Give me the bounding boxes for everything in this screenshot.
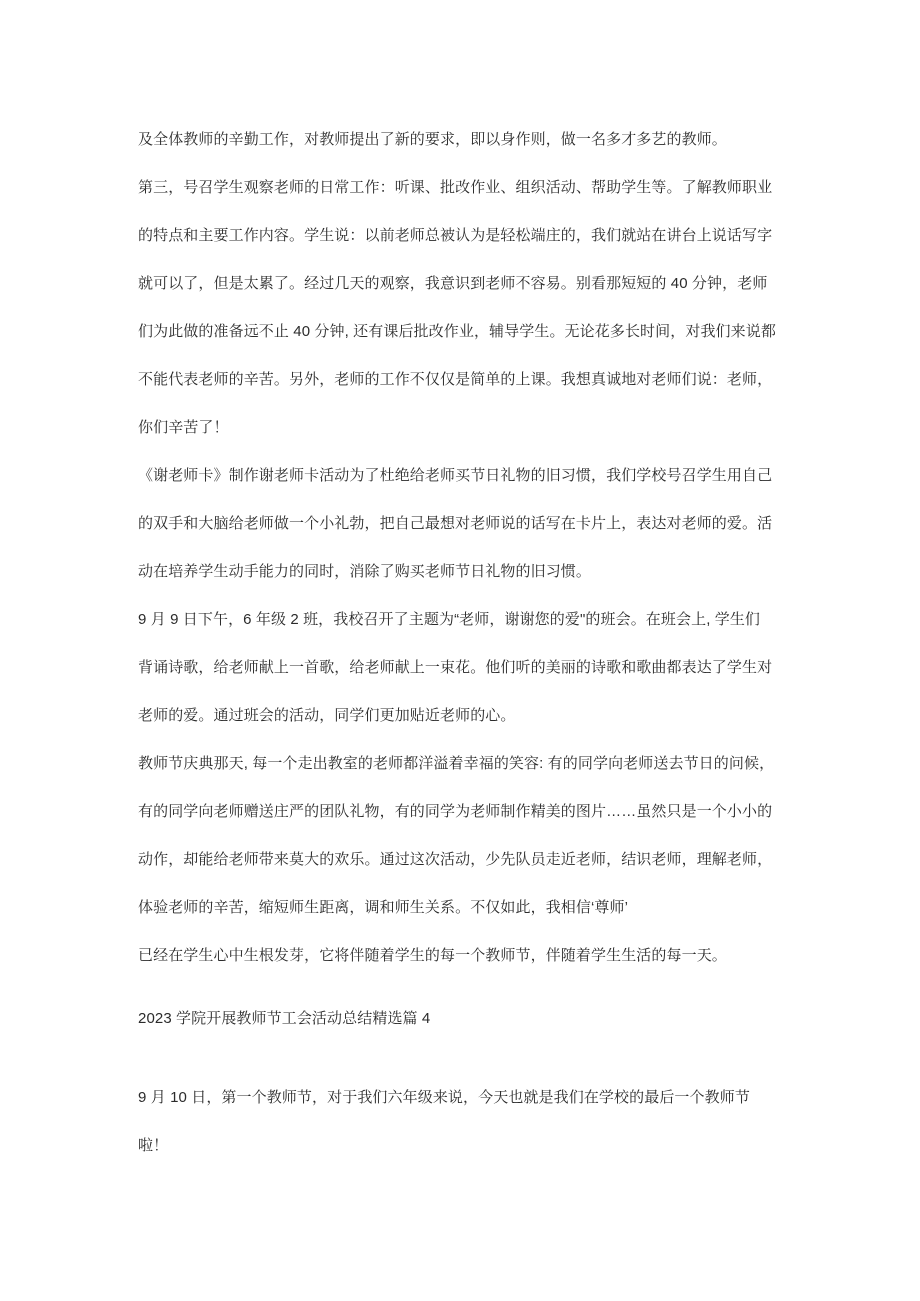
text-line: 啦！: [138, 1137, 169, 1154]
text-line: 《谢老师卡》制作谢老师卡活动为了杜绝给老师买节日礼物的旧习惯，我们学校号召学生用自己: [138, 467, 773, 484]
text-line: 们为此做的准备远不止 40 分钟, 还有课后批改作业，辅导学生。无论花多长时间，对我们来说都: [138, 323, 776, 340]
text-line: 9 月 9 日下午，6 年级 2 班，我校召开了主题为“老师，谢谢您的爱"的班会。在班会上, 学生们: [138, 611, 761, 628]
text-line: 的特点和主要工作内容。学生说：以前老师总被认为是轻松端庄的，我们就站在讲台上说话写字: [138, 227, 773, 244]
text-line: 就可以了，但是太累了。经过几天的观察，我意识到老师不容易。别看那短短的 40 分钟，老师: [138, 275, 768, 292]
text-line: 动作，却能给老师带来莫大的欢乐。通过这次活动，少先队员走近老师，结识老师，理解老师，: [138, 851, 773, 868]
text-line: 已经在学生心中生根发芽，它将伴随着学生的每一个教师节，伴随着学生生活的每一天。: [138, 947, 727, 964]
text-line: 老师的爱。通过班会的活动，同学们更加贴近老师的心。: [138, 707, 516, 724]
text-line: 有的同学向老师赠送庄严的团队礼物，有的同学为老师制作精美的图片……虽然只是一个小小的: [138, 803, 773, 820]
text-line: 及全体教师的辛勤工作，对教师提出了新的要求，即以身作则，做一名多才多艺的教师。: [138, 131, 727, 148]
text-line: 背诵诗歌，给老师献上一首歌，给老师献上一束花。他们听的美丽的诗歌和歌曲都表达了学生对: [138, 659, 773, 676]
text-line: 教师节庆典那天, 每一个走出教室的老师都洋溢着幸福的笑容: 有的同学向老师送去节日的问候，: [138, 755, 775, 772]
text-line: 的双手和大脑给老师做一个小礼勃，把自己最想对老师说的话写在卡片上，表达对老师的爱。活: [138, 515, 773, 532]
text-line: 你们辛苦了！: [138, 419, 229, 436]
text-line: 动在培养学生动手能力的同时，消除了购买老师节日礼物的旧习惯。: [138, 563, 592, 580]
text-line: 体验老师的辛苦，缩短师生距离，调和师生关系。不仅如此，我相信‘尊师’: [138, 899, 629, 916]
text-line: 9 月 10 日，第一个教师节，对于我们六年级来说，今天也就是我们在学校的最后一个教师节: [138, 1089, 750, 1106]
text-line: 第三，号召学生观察老师的日常工作：听课、批改作业、组织活动、帮助学生等。了解教师职业: [138, 179, 773, 196]
section-heading: 2023 学院开展教师节工会活动总结精选篇 4: [138, 1010, 431, 1027]
text-line: 不能代表老师的辛苦。另外，老师的工作不仅仅是简单的上课。我想真诚地对老师们说：老师，: [138, 371, 773, 388]
document-body: [138, 116, 806, 1170]
